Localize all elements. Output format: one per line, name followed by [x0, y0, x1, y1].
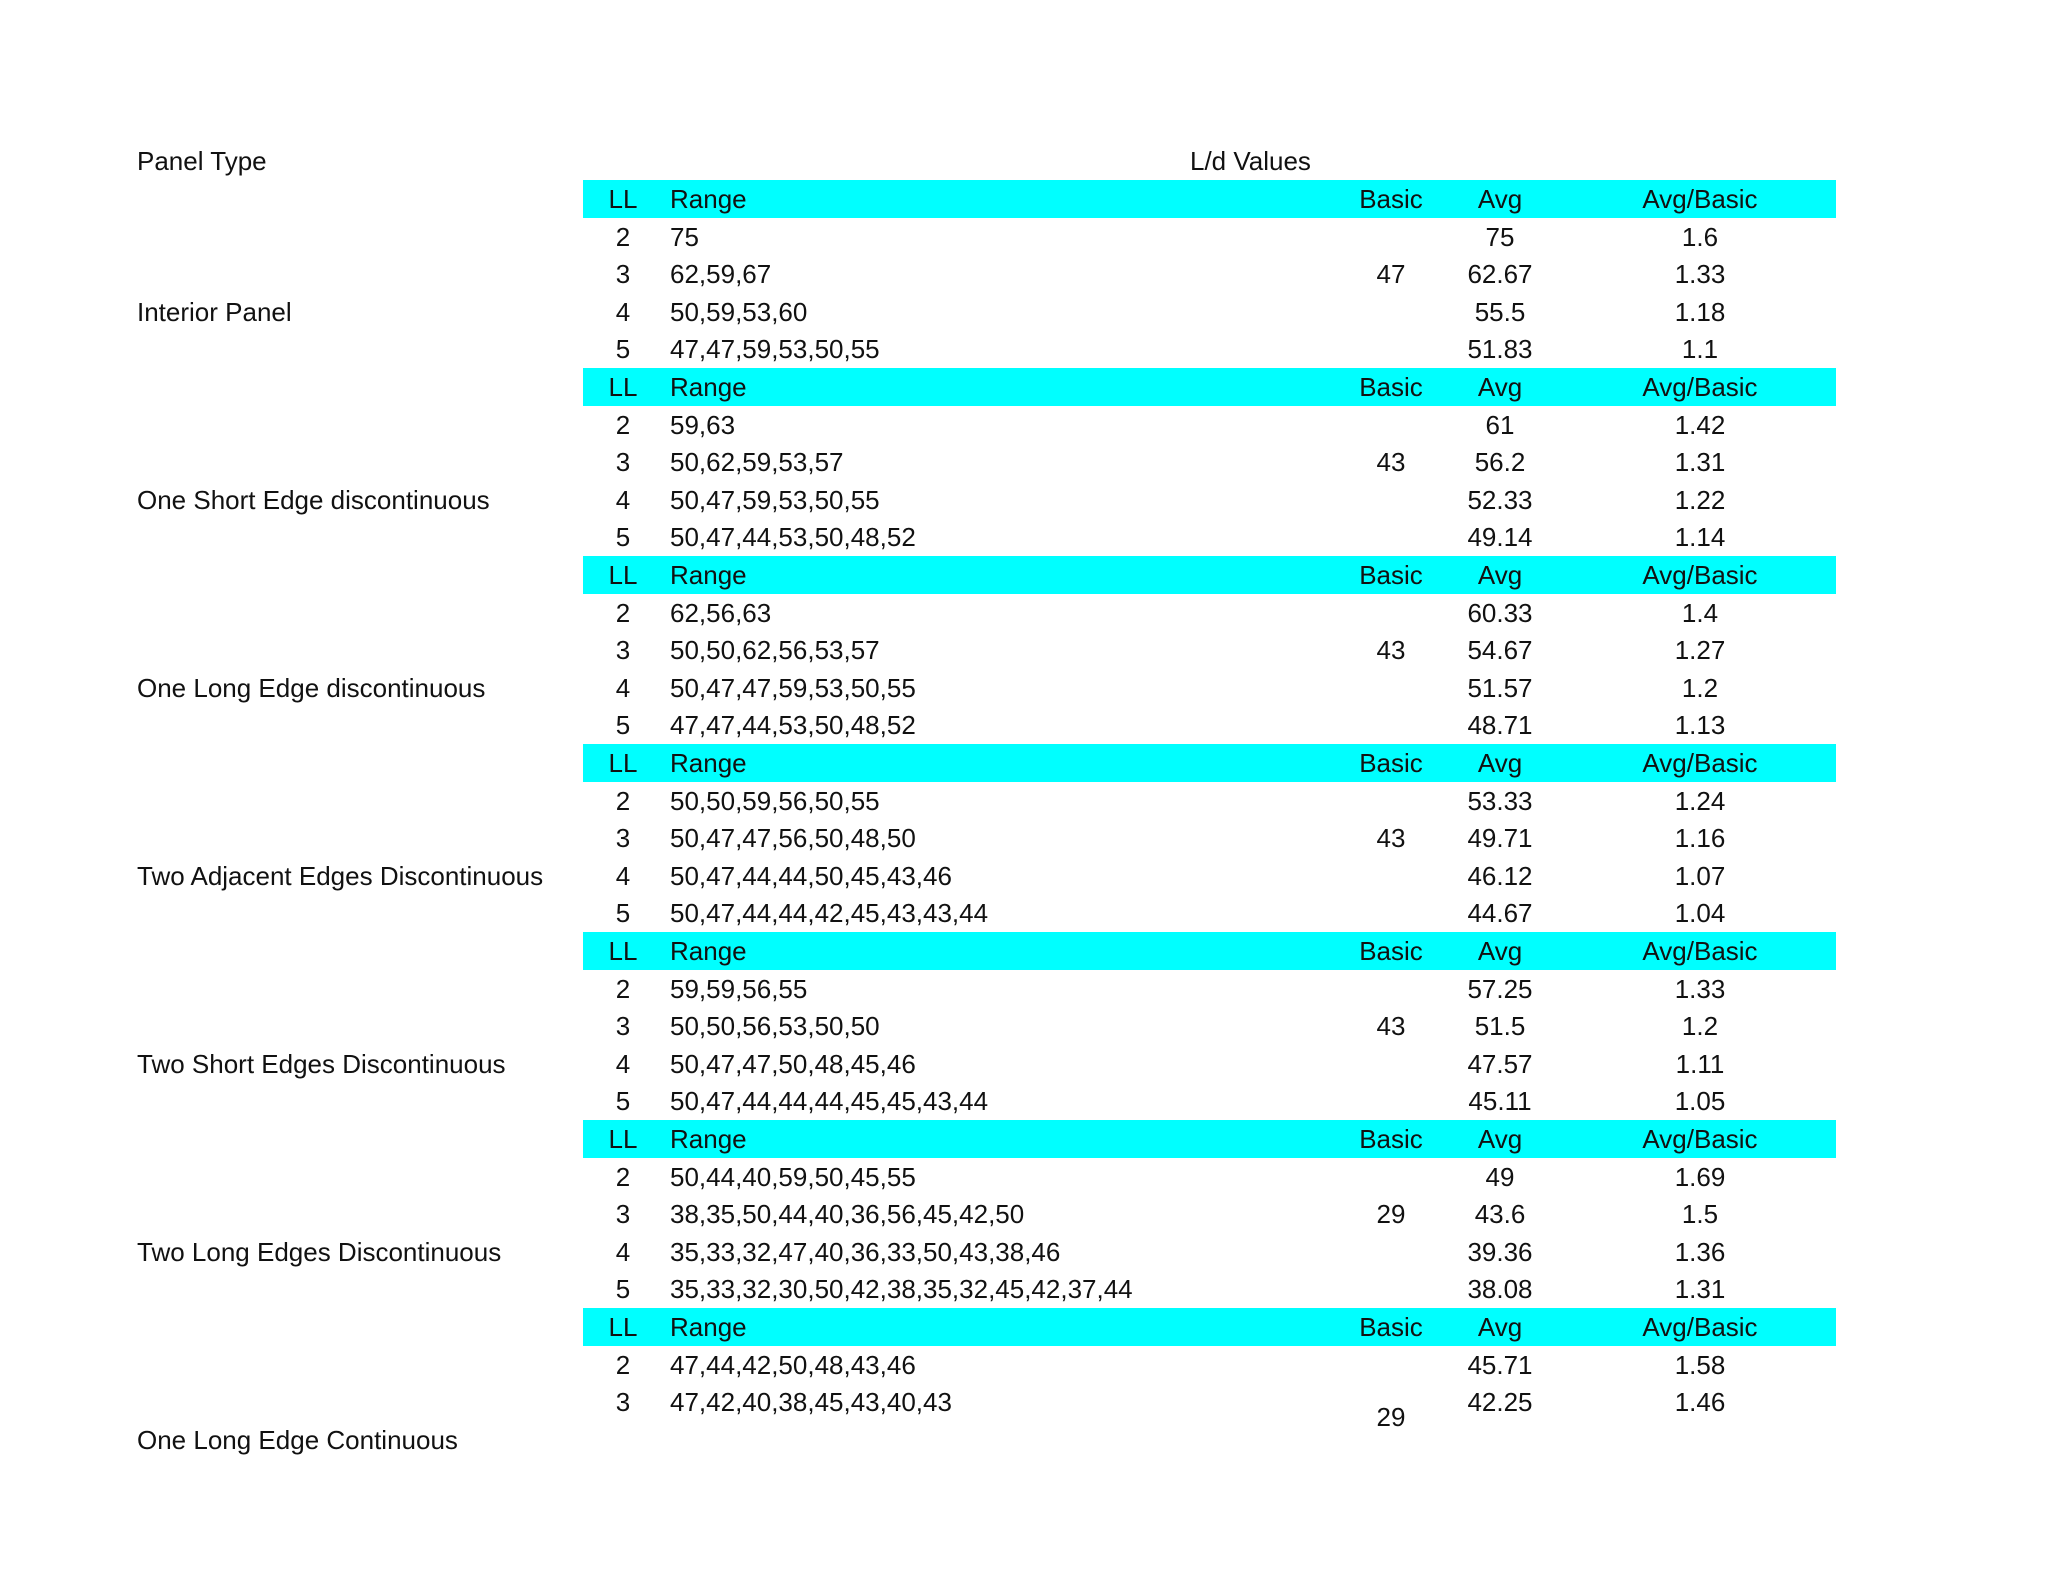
cell-avg: 46.12 — [1467, 860, 1533, 891]
cell-ll: 4 — [615, 1048, 631, 1079]
panel-group — [0, 556, 2048, 744]
panel-group — [0, 932, 2048, 1120]
cell-range: 75 — [670, 221, 699, 252]
cell-range: 38,35,50,44,40,36,56,45,42,50 — [670, 1199, 1025, 1230]
cell-avg: 52.33 — [1467, 484, 1533, 515]
cell-ll: 2 — [615, 409, 631, 440]
header-avg-basic: Avg/Basic — [1642, 1124, 1758, 1154]
header-avg: Avg — [1477, 560, 1523, 590]
header-ll: LL — [608, 748, 638, 778]
cell-ll: 3 — [615, 823, 631, 854]
cell-ll: 4 — [615, 860, 631, 891]
cell-avg-basic: 1.36 — [1674, 1236, 1726, 1267]
cell-ll: 3 — [615, 1199, 631, 1230]
cell-avg-basic: 1.16 — [1674, 823, 1726, 854]
cell-avg-basic: 1.18 — [1674, 296, 1726, 327]
header-basic: Basic — [1359, 184, 1423, 214]
cell-ll: 5 — [615, 898, 631, 929]
header-range: Range — [670, 936, 747, 966]
cell-avg-basic: 1.5 — [1681, 1199, 1719, 1230]
cell-avg: 61 — [1485, 409, 1515, 440]
cell-avg-basic: 1.58 — [1674, 1349, 1726, 1380]
cell-range: 47,42,40,38,45,43,40,43 — [670, 1387, 952, 1418]
cell-avg: 43.6 — [1474, 1199, 1526, 1230]
cell-avg-basic: 1.05 — [1674, 1086, 1726, 1117]
header-basic: Basic — [1359, 936, 1423, 966]
header-basic: Basic — [1359, 1124, 1423, 1154]
header-range: Range — [670, 184, 747, 214]
header-basic: Basic — [1359, 1312, 1423, 1342]
header-range: Range — [670, 372, 747, 402]
cell-avg: 44.67 — [1467, 898, 1533, 929]
cell-avg: 48.71 — [1467, 710, 1533, 741]
header-range: Range — [670, 560, 747, 590]
cell-ll: 4 — [615, 1236, 631, 1267]
cell-ll: 5 — [615, 522, 631, 553]
header-avg-basic: Avg/Basic — [1642, 560, 1758, 590]
header-ll: LL — [608, 560, 638, 590]
cell-avg: 54.67 — [1467, 635, 1533, 666]
panel-type-label: Two Long Edges Discontinuous — [137, 1237, 502, 1267]
header-ll: LL — [608, 372, 638, 402]
cell-avg-basic: 1.04 — [1674, 898, 1726, 929]
cell-avg-basic: 1.22 — [1674, 484, 1726, 515]
cell-ll: 4 — [615, 484, 631, 515]
cell-avg-basic: 1.13 — [1674, 710, 1726, 741]
cell-range: 50,50,56,53,50,50 — [670, 1011, 880, 1042]
panel-type-label: Two Short Edges Discontinuous — [137, 1049, 506, 1079]
cell-ll: 5 — [615, 1274, 631, 1305]
header-ll: LL — [608, 1312, 638, 1342]
cell-ll: 5 — [615, 710, 631, 741]
panel-group — [0, 368, 2048, 556]
cell-ll: 2 — [615, 785, 631, 816]
cell-ll: 4 — [615, 296, 631, 327]
header-range: Range — [670, 1312, 747, 1342]
cell-ll: 2 — [615, 1349, 631, 1380]
cell-avg: 51.83 — [1467, 334, 1533, 365]
panel-group — [0, 180, 2048, 368]
panel-group — [0, 744, 2048, 932]
cell-avg: 51.5 — [1474, 1011, 1526, 1042]
ld-values-heading: L/d Values — [1190, 146, 1311, 176]
cell-range: 50,59,53,60 — [670, 296, 808, 327]
cell-basic: 43 — [1376, 823, 1406, 853]
panel-type-label: One Long Edge discontinuous — [137, 673, 486, 703]
header-avg: Avg — [1477, 1124, 1523, 1154]
cell-range: 47,44,42,50,48,43,46 — [670, 1349, 916, 1380]
header-avg-basic: Avg/Basic — [1642, 936, 1758, 966]
cell-range: 50,47,44,44,44,45,45,43,44 — [670, 1086, 989, 1117]
cell-avg: 47.57 — [1467, 1048, 1533, 1079]
cell-avg-basic: 1.1 — [1681, 334, 1719, 365]
cell-avg-basic: 1.31 — [1674, 447, 1726, 478]
cell-avg-basic: 1.2 — [1681, 672, 1719, 703]
cell-avg: 57.25 — [1467, 973, 1533, 1004]
cell-avg-basic: 1.2 — [1681, 1011, 1719, 1042]
cell-basic: 43 — [1376, 447, 1406, 477]
cell-range: 50,50,59,56,50,55 — [670, 785, 880, 816]
cell-avg: 75 — [1485, 221, 1515, 252]
cell-ll: 2 — [615, 221, 631, 252]
panel-type-label: Two Adjacent Edges Discontinuous — [137, 861, 544, 891]
header-avg: Avg — [1477, 372, 1523, 402]
cell-basic: 47 — [1376, 259, 1406, 289]
cell-avg-basic: 1.4 — [1681, 597, 1719, 628]
cell-range: 62,59,67 — [670, 259, 772, 290]
cell-basic: 29 — [1376, 1199, 1406, 1229]
cell-basic: 29 — [1376, 1402, 1406, 1432]
cell-range: 35,33,32,47,40,36,33,50,43,38,46 — [670, 1236, 1061, 1267]
cell-range: 50,47,44,44,50,45,43,46 — [670, 860, 952, 891]
cell-range: 50,47,59,53,50,55 — [670, 484, 880, 515]
header-basic: Basic — [1359, 748, 1423, 778]
cell-ll: 2 — [615, 973, 631, 1004]
cell-avg: 45.71 — [1467, 1349, 1533, 1380]
header-avg-basic: Avg/Basic — [1642, 372, 1758, 402]
cell-range: 50,47,44,44,42,45,43,43,44 — [670, 898, 989, 929]
cell-avg-basic: 1.11 — [1675, 1048, 1725, 1079]
header-avg-basic: Avg/Basic — [1642, 1312, 1758, 1342]
cell-avg-basic: 1.24 — [1674, 785, 1726, 816]
cell-range: 50,47,47,50,48,45,46 — [670, 1048, 916, 1079]
cell-ll: 5 — [615, 334, 631, 365]
cell-avg: 53.33 — [1467, 785, 1533, 816]
cell-avg: 55.5 — [1474, 296, 1526, 327]
panel-type-heading: Panel Type — [137, 146, 267, 176]
cell-ll: 4 — [615, 672, 631, 703]
cell-range: 50,47,44,53,50,48,52 — [670, 522, 916, 553]
cell-ll: 5 — [615, 1086, 631, 1117]
cell-range: 59,59,56,55 — [670, 973, 808, 1004]
cell-range: 62,56,63 — [670, 597, 772, 628]
cell-avg: 62.67 — [1467, 259, 1533, 290]
cell-range: 50,62,59,53,57 — [670, 447, 844, 478]
cell-avg-basic: 1.27 — [1674, 635, 1726, 666]
cell-avg: 49 — [1485, 1161, 1515, 1192]
cell-range: 47,47,44,53,50,48,52 — [670, 710, 916, 741]
cell-avg: 49.14 — [1467, 522, 1533, 553]
cell-range: 50,47,47,59,53,50,55 — [670, 672, 916, 703]
panel-type-label: Interior Panel — [137, 297, 292, 327]
panel-group — [0, 1120, 2048, 1308]
cell-avg-basic: 1.46 — [1674, 1387, 1726, 1418]
cell-avg: 56.2 — [1474, 447, 1526, 478]
header-avg-basic: Avg/Basic — [1642, 184, 1758, 214]
cell-basic: 43 — [1376, 635, 1406, 665]
cell-range: 59,63 — [670, 409, 736, 440]
header-ll: LL — [608, 936, 638, 966]
cell-ll: 3 — [615, 447, 631, 478]
cell-avg: 51.57 — [1467, 672, 1533, 703]
cell-range: 47,47,59,53,50,55 — [670, 334, 880, 365]
cell-ll: 3 — [615, 1011, 631, 1042]
cell-avg: 45.11 — [1468, 1086, 1532, 1117]
panel-group — [0, 1308, 2048, 1496]
cell-avg-basic: 1.69 — [1674, 1161, 1726, 1192]
cell-avg-basic: 1.31 — [1674, 1274, 1726, 1305]
cell-avg-basic: 1.14 — [1674, 522, 1726, 553]
header-basic: Basic — [1359, 560, 1423, 590]
cell-ll: 2 — [615, 597, 631, 628]
cell-range: 50,47,47,56,50,48,50 — [670, 823, 916, 854]
cell-avg: 60.33 — [1467, 597, 1533, 628]
header-ll: LL — [608, 1124, 638, 1154]
cell-basic: 43 — [1376, 1011, 1406, 1041]
cell-avg-basic: 1.42 — [1674, 409, 1726, 440]
header-avg: Avg — [1477, 184, 1523, 214]
cell-ll: 3 — [615, 635, 631, 666]
header-basic: Basic — [1359, 372, 1423, 402]
header-ll: LL — [608, 184, 638, 214]
cell-ll: 3 — [615, 259, 631, 290]
header-avg: Avg — [1477, 748, 1523, 778]
cell-ll: 2 — [615, 1161, 631, 1192]
header-avg-basic: Avg/Basic — [1642, 748, 1758, 778]
cell-range: 50,44,40,59,50,45,55 — [670, 1161, 916, 1192]
cell-avg: 38.08 — [1467, 1274, 1533, 1305]
cell-avg: 39.36 — [1467, 1236, 1533, 1267]
header-range: Range — [670, 1124, 747, 1154]
panel-type-label: One Long Edge Continuous — [137, 1425, 458, 1455]
cell-avg-basic: 1.07 — [1674, 860, 1726, 891]
cell-avg: 49.71 — [1467, 823, 1533, 854]
cell-avg-basic: 1.6 — [1681, 221, 1719, 252]
cell-avg: 42.25 — [1467, 1387, 1533, 1418]
header-avg: Avg — [1477, 1312, 1523, 1342]
cell-range: 50,50,62,56,53,57 — [670, 635, 880, 666]
cell-avg-basic: 1.33 — [1674, 973, 1726, 1004]
header-range: Range — [670, 748, 747, 778]
header-avg: Avg — [1477, 936, 1523, 966]
cell-ll: 3 — [615, 1387, 631, 1418]
panel-type-label: One Short Edge discontinuous — [137, 485, 490, 515]
cell-range: 35,33,32,30,50,42,38,35,32,45,42,37,44 — [670, 1274, 1133, 1305]
cell-avg-basic: 1.33 — [1674, 259, 1726, 290]
